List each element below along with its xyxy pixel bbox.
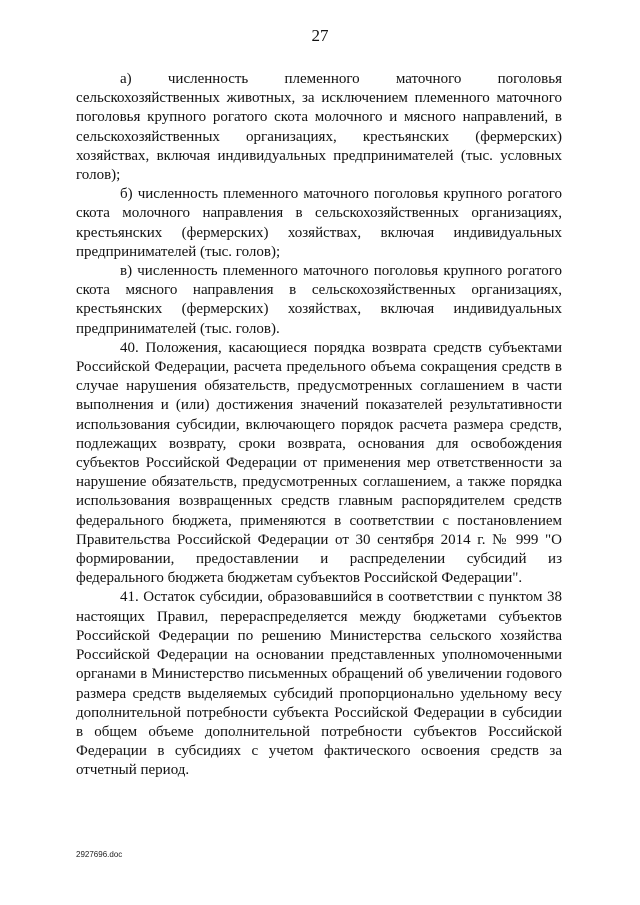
paragraph-v: в) численность племенного маточного поголовья крупного рогатого скота мясного направления в сельскохозяйственных организациях, крестьянских (фермерских) хозяйствах, включая индивидуальных предпринимателей (тыс. голов). [76, 263, 562, 337]
paragraph-b: б) численность племенного маточного поголовья крупного рогатого скота молочного направления в сельскохозяйственных организациях, крестьянских (фермерских) хозяйствах, включая индивидуальных предпринимателей (тыс. голов); [76, 186, 562, 260]
paragraph-40: 40. Положения, касающиеся порядка возврата средств субъектами Российской Федерации, расчета предельного объема сокращения средств в случае нарушения обязательств, предусмотренных соглашением в части выполнения и (или) достижения значений показателей результативности использования субсидии, включающего порядок расчета размера средств, подлежащих возврату, сроки возврата, основания для освобождения субъектов Российской Федерации от применения мер ответственности за нарушение обязательств, предусмотренных соглашением, а также порядка использования возвращенных средств главным распорядителем средств федерального бюджета, применяются в соответствии с постановлением Правительства Российской Федерации от 30 сентября 2014 г. № 999 "О формировании, предоставлении и распределении субсидий из федерального бюджета бюджетам субъектов Российской Федерации". [76, 339, 562, 587]
paragraph-41: 41. Остаток субсидии, образовавшийся в соответствии с пунктом 38 настоящих Правил, перераспределяется между бюджетами субъектов Российской Федерации по решению Министерства сельского хозяйства Российской Федерации на основании представленных уполномоченными органами в Министерство письменных обращений об увеличении годового размера средств выделяемых субсидий пропорционально удельному весу дополнительной потребности субъекта Российской Федерации в субсидии в общем объеме дополнительной потребности субъектов Российской Федерации в субсидиях с учетом фактического освоения средств за отчетный период. [76, 589, 562, 779]
footer-document-code: 2927696.doc [76, 850, 123, 859]
paragraph-a: а) численность племенного маточного поголовья сельскохозяйственных животных, за исключением племенного маточного поголовья крупного рогатого скота молочного и мясного направлений, в сельскохозяйственных организациях, крестьянских (фермерских) хозяйствах, включая индивидуальных предпринимателей (тыс. условных голов); [76, 71, 562, 184]
page-number: 27 [311, 26, 329, 45]
document-body [76, 70, 562, 781]
